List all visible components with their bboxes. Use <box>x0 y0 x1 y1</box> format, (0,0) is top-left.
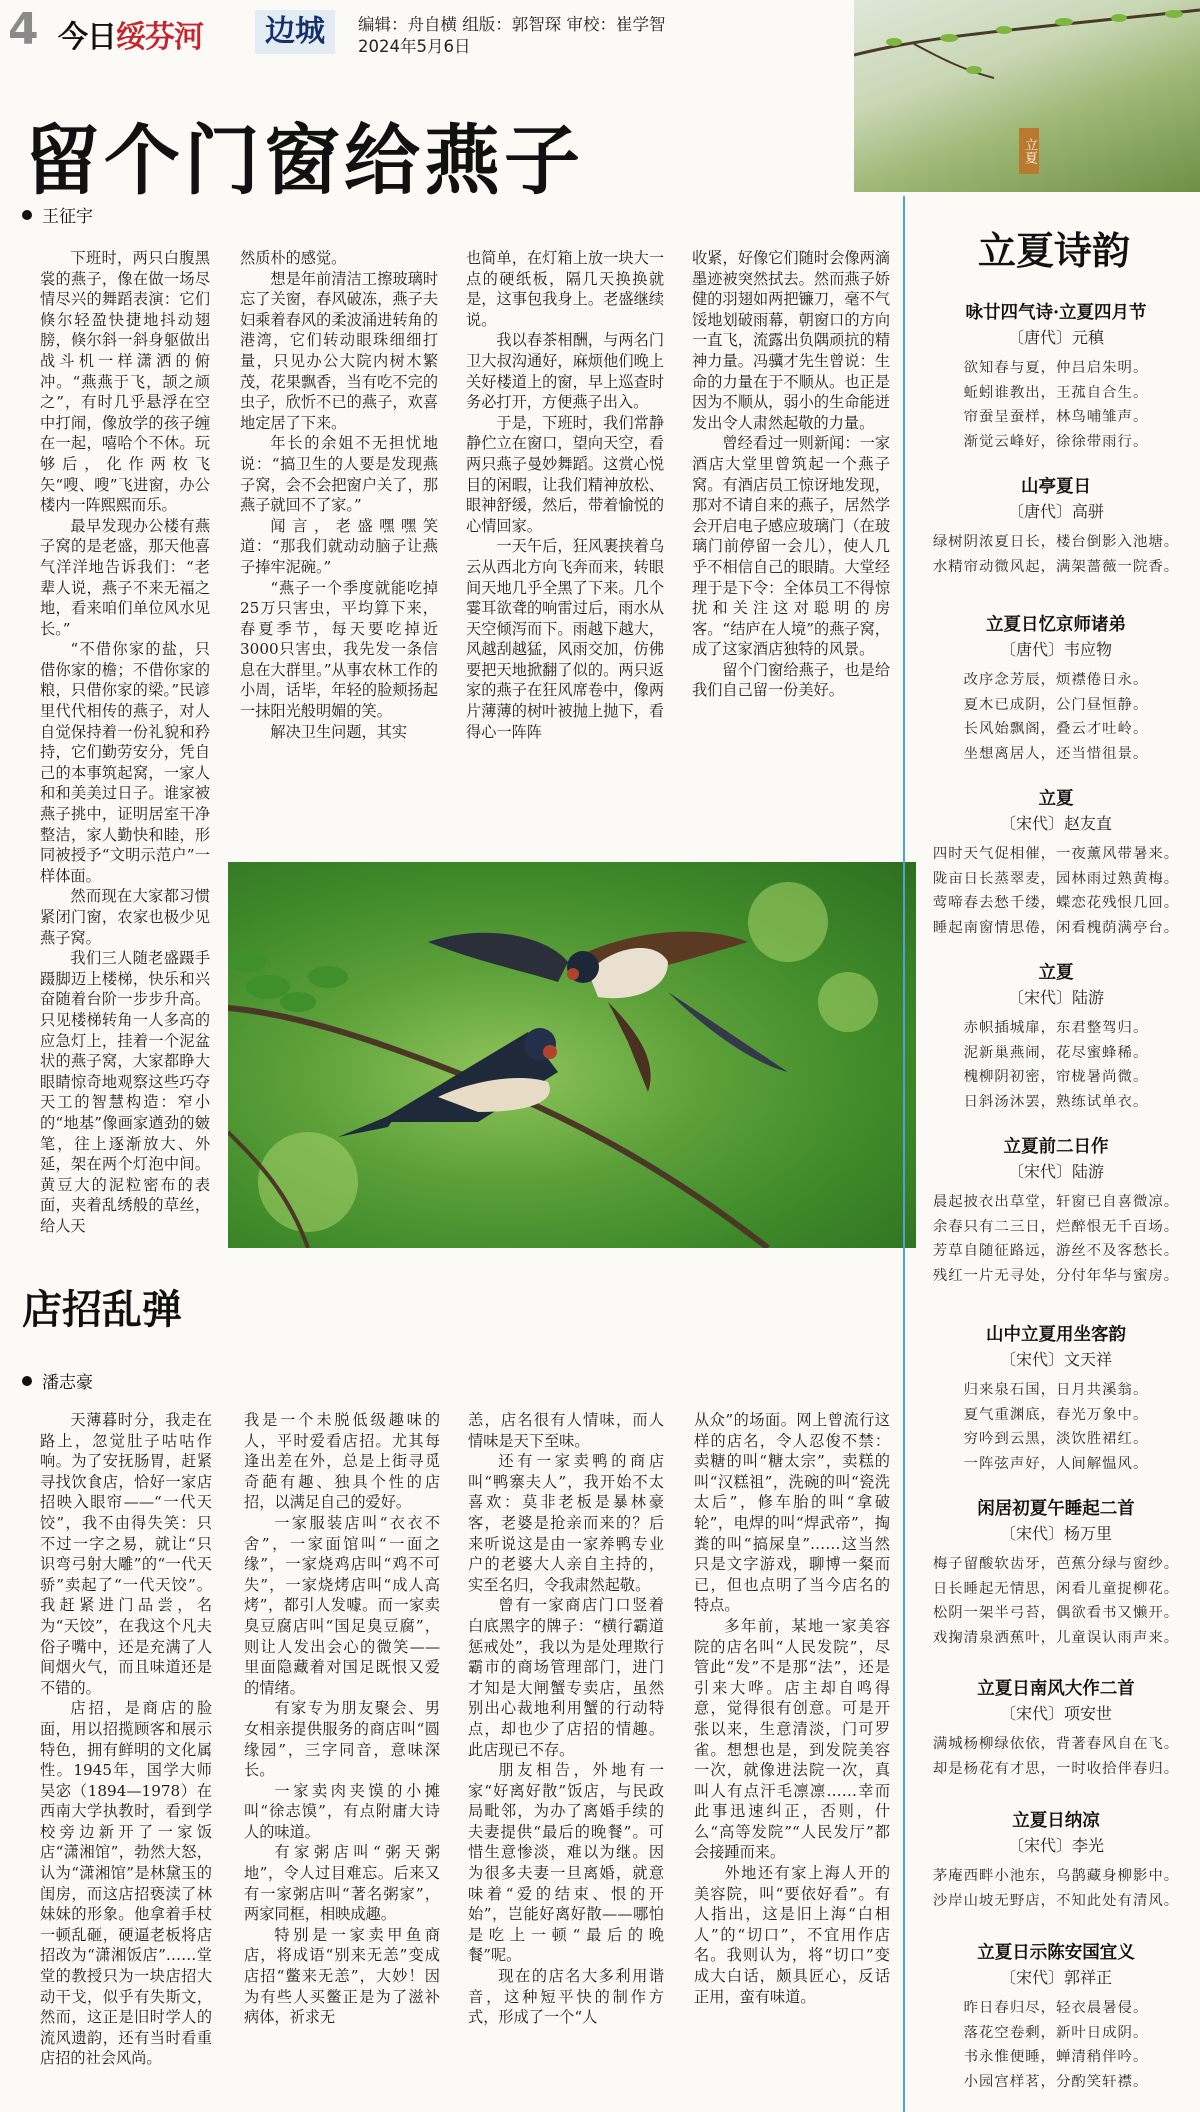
poem-line: 渐觉云峰好，徐徐带雨行。 <box>963 433 1149 450</box>
poem <box>912 1808 1200 1913</box>
paragraph: 最早发现办公楼有燕子窝的是老盛，那天他喜气洋洋地告诉我们：“老辈人说，燕子不来无福之地，看来咱们单位风水见长。” <box>40 516 210 638</box>
article1-column-4 <box>692 248 890 828</box>
poem <box>912 474 1200 579</box>
poem-line: 夏木已成阴，公门昼恒静。 <box>963 696 1149 713</box>
article1-title: 留个门窗给燕子 <box>24 116 584 205</box>
paragraph: 天薄暮时分，我走在路上，忽觉肚子咕咕作响。为了安抚肠胃，赶紧寻找饮食店，恰好一家店招映入眼帘——“一代天饺”，我不由得失笑：只不过一字之易，就让“只识弯弓射大雕”的“一代天骄”卖起了“一代天饺”。我赶紧进门品尝，名为“天饺”，在我这个凡夫俗子嘴中，还是充满了人间烟火气，而且味道还是不错的。 <box>40 1411 212 1697</box>
article2-byline <box>22 1368 93 1393</box>
paragraph: 我们三人随老盛蹑手蹑脚迈上楼梯，快乐和兴奋随着台阶一步步升高。只见楼梯转角一人多高的应急灯上，挂着一个泥盆状的燕子窝，大家都睁大眼睛惊奇地观察这些巧夺天工的智慧构造：窄小的“地基”像画家遒劲的皴笔，往上逐渐放大、外延，架在两个灯泡中间。黄豆大的泥粒密布的表面，夹着乱绣般的草丝，给人天 <box>40 949 210 1235</box>
poem-line: 长风始飘阁，叠云才吐岭。 <box>963 721 1149 737</box>
poem-title: 山中立夏用坐客韵 <box>986 1325 1126 1345</box>
newspaper-name-part1: 今日 <box>58 20 116 55</box>
poem-title: 立夏前二日作 <box>1003 1137 1109 1157</box>
poem-line: 满城杨柳绿依依，背著春风自在飞。 <box>932 1736 1180 1752</box>
bullet-icon <box>22 210 32 220</box>
paragraph: “燕子一个季度就能吃掉25万只害虫，平均算下来，春夏季节，每天要吃掉近3000只害虫，我先发一条信息在大群里。”从事农林工作的小周，话毕，年轻的脸颊扬起一抹阳光般明媚的笑。 <box>240 578 438 721</box>
poem-author: 〔宋代〕郭祥正 <box>999 1968 1112 1987</box>
poem-author: 〔唐代〕元稹 <box>1007 328 1104 347</box>
poem-line: 茅庵西畔小池东，乌鹊藏身柳影中。 <box>932 1868 1180 1884</box>
poem-title: 闲居初夏午睡起二首 <box>977 1499 1135 1519</box>
poem-line: 改序念芳辰，烦襟倦日永。 <box>963 672 1149 688</box>
poem-title: 立夏日南风大作二首 <box>977 1679 1135 1699</box>
poem <box>912 960 1200 1114</box>
poem <box>912 1940 1200 2094</box>
paragraph: 还有一家卖鸭的商店叫“鸭寨夫人”，我开始不太喜欢：莫非老板是暴林豪客，老婆是抢亲而来的？后来听说这是由一家养鸭专业户的老婆大人亲自主持的，实至名归，令我肃然起敬。 <box>468 1452 664 1594</box>
paragraph: 曾有一家商店门口竖着白底黑字的牌子：“横行霸道惩戒处”，我以为是处理欺行霸市的商场管理部门，进门才知是大闸蟹专卖店，虽然别出心裁地利用蟹的行动特点，却也少了店招的情趣。此店现已不存。 <box>468 1596 664 1759</box>
paragraph: 多年前，某地一家美容院的店名叫“人民发院”，尽管此“发”不是那“法”，还是引来大哗。店主却自鸣得意，觉得很有创意。可是开张以来，生意清淡，门可罗雀。想想也是，到发院美容一次，就像进法院一次，真叫人有点汗毛凛凛……幸而此事迅速纠正，否则，什么“高等发院”“人民发厅”都会接踵而来。 <box>694 1616 890 1862</box>
poem-author: 〔宋代〕文天祥 <box>999 1350 1112 1369</box>
paragraph: 留个门窗给燕子，也是给我们自己留一份美好。 <box>692 660 890 700</box>
poem-line: 沙岸山坡无野店，不知此处有清风。 <box>932 1892 1180 1909</box>
editor-credits: 编辑：舟自横 组版：郭智琛 审校：崔学智 <box>358 15 666 34</box>
poem-line: 残红一片无寻处，分付年华与蜜房。 <box>932 1267 1180 1284</box>
poem-line: 泥新巢燕闹，花尽蜜蜂稀。 <box>963 1044 1149 1061</box>
paragraph: 特别是一家卖甲鱼商店，将成语“别来无恙”变成店招“鳖来无恙”，大妙！因为有些人买鳖正是为了滋补病体，祈求无 <box>244 1925 440 2027</box>
poem-author: 〔唐代〕韦应物 <box>999 640 1112 659</box>
poem <box>912 300 1200 454</box>
paragraph: “不借你家的盐，只借你家的檐；不借你家的粮，只借你家的梁。”民谚里代代相传的燕子，对人自觉保持着一份礼貌和矜持，它们勤劳安分，凭自己的本事筑起窝，一家人和和美美过日子。谁家被燕子挑中，证明居室干净整洁，家人勤快和睦，形同被授予“文明示范户”一样体面。 <box>40 640 210 885</box>
poem-line: 戏掬清泉洒蕉叶，儿童误认雨声来。 <box>932 1629 1180 1646</box>
paragraph: 想是年前清洁工擦玻璃时忘了关窗，春风破冻，燕子夫妇乘着春风的柔波涌进转角的港湾，它们转动眼珠细细打量，只见办公大院内树木繁茂，花果飘香，当有吃不完的虫子，欣忻不已的燕子，欢喜地定居了下来。 <box>240 269 438 432</box>
poem-title: 立夏日示陈安国宜义 <box>977 1943 1135 1963</box>
paragraph: 收紧，好像它们随时会像两滴墨迹被突然拭去。然而燕子娇健的羽翅如两把镰刀，毫不气馁地划破雨幕，朝窗口的方向一直飞，流露出负隅顽抗的精神力量。冯骥才先生曾说：生命的力量在于不顺从。也正是因为不顺从，弱小的生命能迸发出令人肃然起敬的力量。 <box>692 249 890 432</box>
paragraph: 一天午后，狂风裹挟着乌云从西北方向飞奔而来，转眼间天地几乎全黑了下来。几个霎耳欲聋的响雷过后，雨水从天空倾泻而下。雨越下越大，风越刮越猛，风雨交加，仿佛要把天地掀翻了似的。两只返家的燕子在狂风席卷中，像两片薄薄的树叶被抛上抛下，看得心一阵阵 <box>466 537 664 741</box>
article1-column-1 <box>40 248 210 1244</box>
poem-line: 归来泉石国，日月共溪翁。 <box>963 1382 1149 1398</box>
poem-line: 日长睡起无情思，闲看儿童捉柳花。 <box>932 1580 1180 1597</box>
poem-line: 蚯蚓谁教出，王菰自合生。 <box>963 384 1149 401</box>
poem-title: 山亭夏日 <box>1021 477 1091 497</box>
poem-line: 欲知春与夏，仲吕启朱明。 <box>963 360 1149 376</box>
paragraph: 朋友相告，外地有一家“好离好散”饭店，与民政局毗邻，为办了离婚手续的夫妻提供“最后的晚餐”。可惜生意惨淡，难以为继。因为很多夫妻一旦离婚，就意味着“爱的结束、恨的开始”，岂能好离好散——哪怕是吃上一顿“最后的晚餐”呢。 <box>468 1761 664 1965</box>
poem-line: 晨起披衣出草堂，轩窗已自喜微凉。 <box>932 1194 1180 1210</box>
paragraph: 从众”的场面。网上曾流行这样的店名，令人忍俊不禁：卖糖的叫“糖太宗”，卖糕的叫“汉糕祖”，洗碗的叫“瓷洗太后”，修车胎的叫“拿破轮”，电焊的叫“焊武帝”，掏粪的叫“搞屎皇”……这当然只是文字游戏，聊博一粲而已，但也点明了当今店名的特点。 <box>694 1411 890 1615</box>
poem-line: 余春只有二三日，烂醉恨无千百场。 <box>932 1218 1180 1235</box>
poem-title: 立夏日纳凉 <box>1012 1811 1100 1831</box>
issue-date: 2024年5月6日 <box>358 37 471 56</box>
poem-line: 穷吟到云黑，淡饮胜裙红。 <box>963 1431 1149 1447</box>
paragraph: 有家专为朋友聚会、男女相亲提供服务的商店叫“圆缘园”，三字同音，意味深长。 <box>244 1699 440 1780</box>
paragraph: 然质朴的感觉。 <box>240 249 347 267</box>
poem-line: 水精帘动微风起，满架蔷薇一院香。 <box>932 558 1180 575</box>
poem-line: 槐柳阴初密，帘栊暑尚微。 <box>963 1069 1149 1085</box>
article2-column-3 <box>468 1410 664 2104</box>
poem-author: 〔唐代〕高骈 <box>1007 502 1104 521</box>
paragraph: 曾经看过一则新闻：一家酒店大堂里曾筑起一个燕子窝。有酒店员工惊讶地发现，那对不请自来的燕子，居然学会开启电子感应玻璃门（在玻璃门前停留一会儿），使人几乎不相信自己的眼睛。大堂经理于是下令：全体员工不得惊扰和关注这对聪明的房客。“结庐在人境”的燕子窝，成了这家酒店独特的风景。 <box>692 434 890 659</box>
poem-line: 书永惟便睡，蝉清稍伴吟。 <box>963 2049 1149 2065</box>
poem-line: 昨日春归尽，轻衣晨暑侵。 <box>963 2000 1149 2016</box>
poem-line: 一阵弦声好，人间解愠风。 <box>963 1455 1149 1472</box>
poem-line: 四时天气促相催，一夜薰风带暑来。 <box>932 846 1180 862</box>
paragraph: 外地还有家上海人开的美容院，叫“要依好看”。有人指出，这是旧上海“白相人”的“切口”，不宜用作店名。我则认为，将“切口”变成大白话，颇具匠心，反话正用，蛮有味道。 <box>694 1864 890 2006</box>
page-number: 4 <box>8 4 39 55</box>
poem-line: 小园宫样茗，分酌笑轩襟。 <box>963 2073 1149 2090</box>
poem-line: 陇亩日长蒸翠麦，园林雨过熟黄梅。 <box>932 870 1180 887</box>
paragraph: 于是，下班时，我们常静静伫立在窗口，望向天空，看两只燕子曼妙舞蹈。这赏心悦目的闲暇，让我们精神放松、眼神舒缓，然后，带着愉悦的心情回家。 <box>466 413 664 535</box>
article1-column-2 <box>240 248 438 828</box>
poem-author: 〔宋代〕李光 <box>1007 1836 1104 1855</box>
poem-title: 咏廿四气诗·立夏四月节 <box>965 303 1147 323</box>
paragraph: 有家粥店叫“粥天粥地”，令人过目难忘。后来又有一家粥店叫“著名粥家”，两家同框，相映成趣。 <box>244 1843 440 1924</box>
poem <box>912 1496 1200 1650</box>
section-name: 边城 <box>255 10 335 54</box>
column-divider <box>903 196 905 2112</box>
article1-byline <box>22 202 93 227</box>
poem-title: 立夏 <box>1038 789 1074 809</box>
poem-author: 〔宋代〕陆游 <box>1007 1162 1104 1181</box>
poem-title: 立夏 <box>1038 963 1074 983</box>
paragraph: 然而现在大家都习惯紧闭门窗，农家也极少见燕子窝。 <box>40 887 210 947</box>
poem-author: 〔宋代〕项安世 <box>999 1704 1112 1723</box>
paragraph: 一家服装店叫“衣衣不舍”，一家面馆叫“一面之缘”，一家烧鸡店叫“鸡不可失”，一家烧烤店叫“成人高烤”，都引人发噱。而一家卖臭豆腐店叫“国足臭豆腐”，则让人发出会心的微笑——里面隐藏着对国足既恨又爱的情绪。 <box>244 1513 440 1697</box>
poem <box>912 1134 1200 1288</box>
poem-line: 睡起南窗情思倦，闲看槐荫满亭台。 <box>932 919 1180 936</box>
poem-author: 〔宋代〕陆游 <box>1007 988 1104 1007</box>
article2-column-2 <box>244 1410 440 2104</box>
poem-line: 夏气重渊底，春光万象中。 <box>963 1406 1149 1423</box>
article1-column-3 <box>466 248 664 828</box>
poem <box>912 786 1200 940</box>
poem-line: 却是杨花有才思，一时收拾伴春归。 <box>932 1760 1180 1777</box>
poem-line: 松阴一架半弓苔，偶欲看书又懒开。 <box>932 1605 1180 1621</box>
poem-line: 芳草自随征路远，游丝不及客愁长。 <box>932 1243 1180 1259</box>
poem-line: 日斜汤沐罢，熟练试单衣。 <box>963 1093 1149 1110</box>
paragraph: 闻言，老盛嘿嘿笑道：“那我们就动动脑子让燕子捧牢泥碗。” <box>240 516 438 576</box>
poem-line: 莺啼春去愁千缕，蝶恋花残恨几回。 <box>932 895 1180 911</box>
article1-author: 王征宇 <box>42 207 93 227</box>
paragraph: 我是一个未脱低级趣味的人，平时爱看店招。尤其每逢出差在外，总是上街寻觅奇葩有趣、独具个性的店招，以满足自己的爱好。 <box>244 1411 440 1512</box>
poem-line: 赤帜插城扉，东君整驾归。 <box>963 1020 1149 1036</box>
article2-author: 潘志豪 <box>42 1373 93 1393</box>
paragraph: 解决卫生问题，其实 <box>270 722 408 741</box>
paragraph: 我以春茶相酬，与两名门卫大叔沟通好，麻烦他们晚上关好楼道上的窗，早上巡查时务必打开，方便燕子出入。 <box>466 331 664 412</box>
poem-line: 梅子留酸软齿牙，芭蕉分绿与窗纱。 <box>932 1556 1180 1572</box>
poem-author: 〔宋代〕赵友直 <box>999 814 1112 833</box>
poem <box>912 612 1200 766</box>
article2-column-1 <box>40 1410 212 2104</box>
article2-column-4 <box>694 1410 890 2104</box>
paragraph: 恙，店名很有人情味，而人情味是天下至味。 <box>468 1411 664 1450</box>
paragraph: 下班时，两只白腹黑裳的燕子，像在做一场尽情尽兴的舞蹈表演：它们倏尔轻盈快捷地抖动翅膀，倏尔斜一斜身躯做出战斗机一样潇洒的俯冲。“燕燕于飞，颉之颃之”，有时几乎悬浮在空中打闹，像放学的孩子缠在一起，嘻哈个不休。玩够后，化作两枚飞矢“嗖、嗖”飞进窗，办公楼内一阵熙熙而乐。 <box>40 249 210 515</box>
poem-author: 〔宋代〕杨万里 <box>999 1524 1112 1543</box>
newspaper-name-part2: 绥芬河 <box>116 20 203 55</box>
paragraph: 一家卖肉夹馍的小摊叫“徐志馍”，有点附庸大诗人的味道。 <box>244 1781 440 1841</box>
poem-line: 落花空卷剩，新叶日成阴。 <box>963 2024 1149 2041</box>
poem-line: 坐想离居人，还当惜徂景。 <box>963 745 1149 762</box>
paragraph: 也简单，在灯箱上放一块大一点的硬纸板，隔几天换换就是，这事包我身上。老盛继续说。 <box>466 249 664 329</box>
sidebar-title: 立夏诗韵 <box>977 228 1130 273</box>
poem-line: 帘蚕呈蚕样，林鸟哺雏声。 <box>963 409 1149 425</box>
paragraph: 现在的店名大多利用谐音，这种短平快的制作方式，形成了一个“人 <box>468 1967 664 2027</box>
poem-title: 立夏日忆京师诸弟 <box>986 615 1126 635</box>
bullet-icon <box>22 1376 32 1386</box>
swallows-photo <box>228 862 916 1248</box>
paragraph: 年长的余姐不无担忧地说：“搞卫生的人要是发现燕子窝，会不会把窗户关了，那燕子就回不了家。” <box>240 434 438 515</box>
poem <box>912 1322 1200 1476</box>
newspaper-name <box>58 12 203 56</box>
poem <box>912 1676 1200 1781</box>
credits <box>358 14 666 58</box>
season-tag: 立夏 <box>1019 128 1039 174</box>
paragraph: 店招，是商店的脸面，用以招揽顾客和展示特色，拥有鲜明的文化属性。1945年，国学大师吴宓（1894—1978）在西南大学执教时，看到学校旁边新开了一家饭店“潇湘馆”，勃然大怒，认为“潇湘馆”是林黛玉的闺房，而这店招亵渎了林妹妹的形象。他拿着手杖一顿乱砸，硬逼老板将店招改为“潇湘饭店”……堂堂的教授只为一块店招大动干戈，似乎有失斯文，然而，这正是旧时学人的流风遗韵，还有当时看重店招的社会风尚。 <box>40 1699 212 2068</box>
poem-line: 绿树阴浓夏日长，楼台倒影入池塘。 <box>932 534 1180 550</box>
article2-title: 店招乱弹 <box>22 1286 182 1333</box>
